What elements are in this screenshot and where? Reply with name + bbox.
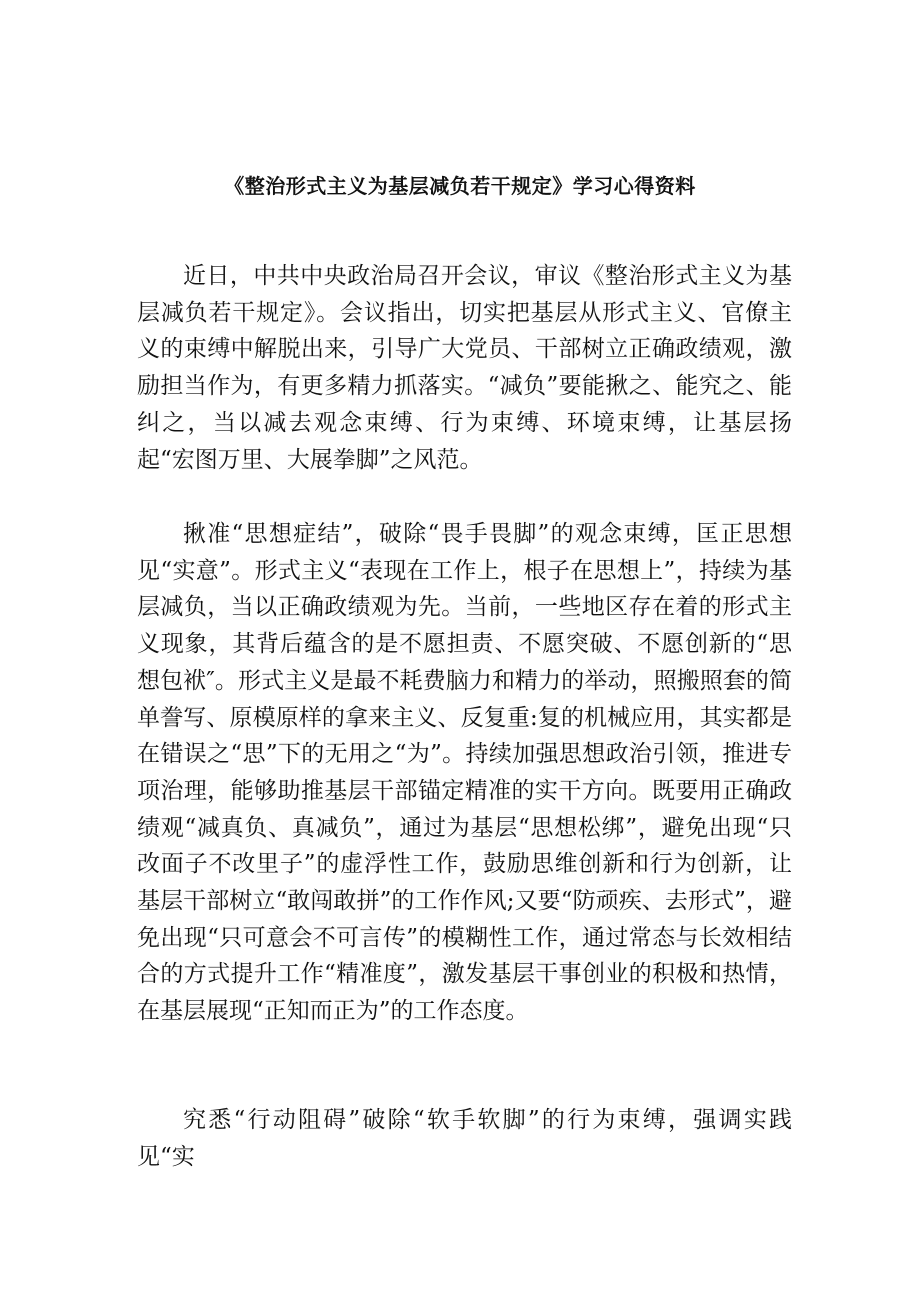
paragraph-1: 近日，中共中央政治局召开会议，审议《整治形式主义为基层减负若干规定》。会议指出，切实把基层从形式主义、官僚主义的束缚中解脱出来，引导广大党员、干部树立正确政绩观，激励担当作为，有更多精力抓落实。“减负”要能揪之、能究之、能纠之，当以减去观念束缚、行为束缚、环境束缚，让基层扬起“宏图万里、大展拳脚”之风范。 (137, 263, 792, 473)
paragraph-3: 究悉“行动阻碍”破除“软手软脚”的行为束缚，强调实践见“实 (137, 1107, 792, 1170)
paragraph-2: 揪准“思想症结”，破除“畏手畏脚”的观念束缚，匡正思想见“实意”。形式主义“表现在工作上，根子在思想上”，持续为基层减负，当以正确政绩观为先。当前，一些地区存在着的形式主义现象，其背后蕴含的是不愿担责、不愿突破、不愿创新的“思想包袱″。形式主义是最不耗费脑力和精力的举动，照搬照套的简单誊写、原模原样的拿来主义、反复重:复的机械应用，其实都是在错误之“思”下的无用之“为”。持续加强思想政治引领，推进专项治理，能够助推基层干部锚定精准的实干方向。既要用正确政绩观“减真负、真减负”，通过为基层“思想松绑”，避免出现“只改面子不改里子”的虚浮性工作，鼓励思维创新和行为创新，让基层干部树立“敢闯敢拼”的工作作风;又要“防顽疾、去形式”，避免出现“只可意会不可言传”的模糊性工作，通过常态与长效相结合的方式提升工作“精准度”，激发基层干事创业的积极和热情，在基层展现“正知而正为”的工作态度。 (137, 521, 792, 1025)
document-title: 《整治形式主义为基层减负若干规定》学习心得资料 (224, 174, 696, 198)
